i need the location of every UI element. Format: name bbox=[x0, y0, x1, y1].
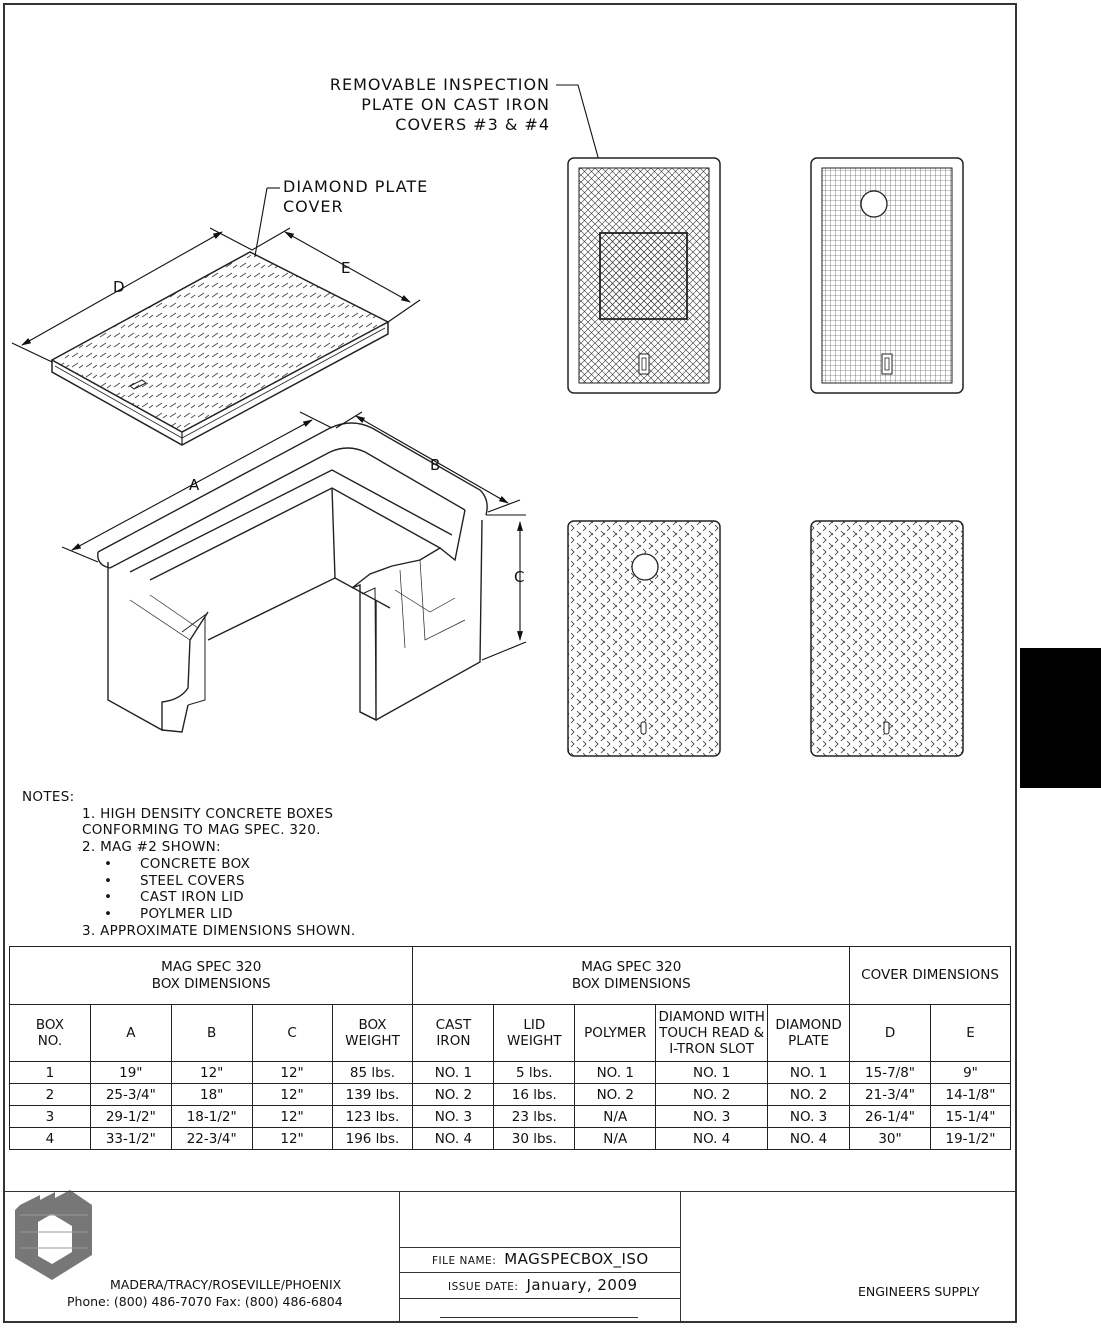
group-header-box-dimensions: MAG SPEC 320 BOX DIMENSIONS bbox=[10, 947, 413, 1005]
company-locations: MADERA/TRACY/ROSEVILLE/PHOENIX bbox=[110, 1277, 342, 1292]
table-cell: NO. 1 bbox=[413, 1062, 494, 1084]
note-2-bullet: • CONCRETE BOX bbox=[22, 856, 355, 873]
title-block-rule bbox=[399, 1247, 680, 1248]
table-cell: 22-3/4" bbox=[171, 1128, 252, 1150]
issue-date-value: January, 2009 bbox=[526, 1276, 638, 1294]
table-cell: NO. 3 bbox=[768, 1106, 850, 1128]
table-cell: 12" bbox=[171, 1062, 252, 1084]
iso-concrete-box bbox=[98, 423, 487, 732]
issue-date-label: ISSUE DATE: bbox=[448, 1281, 519, 1293]
dimension-c bbox=[482, 515, 526, 660]
notes-block bbox=[22, 789, 355, 939]
col-header-lid-weight: LID WEIGHT bbox=[494, 1005, 575, 1062]
table-cell: 12" bbox=[252, 1128, 332, 1150]
callout-inspection-plate: REMOVABLE INSPECTION PLATE ON CAST IRON COVERS #3 & #4 bbox=[329, 75, 550, 134]
table-cell: 23 lbs. bbox=[494, 1106, 575, 1128]
table-row bbox=[10, 1062, 1011, 1084]
table-cell: 18-1/2" bbox=[171, 1106, 252, 1128]
iso-diamond-plate-cover bbox=[52, 252, 388, 445]
col-header-a: A bbox=[90, 1005, 171, 1062]
dim-label-b: B bbox=[430, 456, 441, 474]
note-2-bullet: • CAST IRON LID bbox=[22, 889, 355, 906]
table-cell: NO. 4 bbox=[656, 1128, 768, 1150]
table-cell: 12" bbox=[252, 1106, 332, 1128]
note-3: 3. APPROXIMATE DIMENSIONS SHOWN. bbox=[82, 922, 356, 939]
issue-date-row bbox=[448, 1276, 638, 1294]
table-cell: 123 lbs. bbox=[332, 1106, 413, 1128]
company-phone: Phone: (800) 486-7070 Fax: (800) 486-6804 bbox=[67, 1294, 343, 1309]
table-cell: NO. 4 bbox=[768, 1128, 850, 1150]
title-block-divider bbox=[680, 1192, 681, 1323]
table-cell: 12" bbox=[252, 1084, 332, 1106]
table-cell: NO. 3 bbox=[413, 1106, 494, 1128]
col-header-box-no: BOX NO. bbox=[10, 1005, 91, 1062]
title-block-rule bbox=[399, 1298, 680, 1299]
table-cell: 2 bbox=[10, 1084, 91, 1106]
cover-diamond-with-hole bbox=[568, 521, 720, 756]
note-1-line-2: CONFORMING TO MAG SPEC. 320. bbox=[82, 822, 321, 839]
table-cell: NO. 2 bbox=[768, 1084, 850, 1106]
group-header-box-dimensions-2: MAG SPEC 320 BOX DIMENSIONS bbox=[413, 947, 850, 1005]
table-cell: N/A bbox=[575, 1128, 656, 1150]
group-header-cover-dimensions: COVER DIMENSIONS bbox=[850, 947, 1011, 1005]
file-name-row bbox=[432, 1250, 649, 1268]
table-cell: 19-1/2" bbox=[930, 1128, 1010, 1150]
cover-diamond-plate bbox=[811, 521, 963, 756]
table-cell: 15-7/8" bbox=[850, 1062, 931, 1084]
cover-grid-with-hole bbox=[811, 158, 963, 393]
table-cell: NO. 2 bbox=[575, 1084, 656, 1106]
table-cell: 139 lbs. bbox=[332, 1084, 413, 1106]
title-block-rule bbox=[399, 1272, 680, 1273]
table-cell: 14-1/8" bbox=[930, 1084, 1010, 1106]
file-name-value: MAGSPECBOX_ISO bbox=[504, 1250, 649, 1268]
table-cell: 15-1/4" bbox=[930, 1106, 1010, 1128]
table-cell: 33-1/2" bbox=[90, 1128, 171, 1150]
table-cell: NO. 1 bbox=[768, 1062, 850, 1084]
title-block-divider bbox=[399, 1192, 400, 1323]
note-2: 2. MAG #2 SHOWN: bbox=[82, 839, 221, 856]
cover-cast-iron-inspection bbox=[568, 158, 720, 393]
table-cell: 5 lbs. bbox=[494, 1062, 575, 1084]
table-cell: 19" bbox=[90, 1062, 171, 1084]
title-block-top-rule bbox=[3, 1191, 1017, 1192]
table-cell: 30" bbox=[850, 1128, 931, 1150]
spec-table bbox=[9, 946, 1011, 1150]
table-cell: 1 bbox=[10, 1062, 91, 1084]
table-cell: 29-1/2" bbox=[90, 1106, 171, 1128]
col-header-b: B bbox=[171, 1005, 252, 1062]
col-header-polymer: POLYMER bbox=[575, 1005, 656, 1062]
table-cell: NO. 4 bbox=[413, 1128, 494, 1150]
table-cell: 9" bbox=[930, 1062, 1010, 1084]
dim-label-d: D bbox=[113, 278, 125, 296]
col-header-d: D bbox=[850, 1005, 931, 1062]
table-cell: NO. 2 bbox=[413, 1084, 494, 1106]
table-cell: 30 lbs. bbox=[494, 1128, 575, 1150]
note-2-bullet: • STEEL COVERS bbox=[22, 873, 355, 890]
dim-label-c: C bbox=[514, 568, 525, 586]
table-cell: 4 bbox=[10, 1128, 91, 1150]
company-logo bbox=[15, 1190, 92, 1280]
table-cell: N/A bbox=[575, 1106, 656, 1128]
table-cell: NO. 1 bbox=[575, 1062, 656, 1084]
signature-line bbox=[440, 1317, 638, 1318]
table-cell: 16 lbs. bbox=[494, 1084, 575, 1106]
col-header-diamond-touch: DIAMOND WITH TOUCH READ & I-TRON SLOT bbox=[656, 1005, 768, 1062]
file-name-label: FILE NAME: bbox=[432, 1255, 497, 1267]
dim-label-e: E bbox=[341, 259, 351, 277]
col-header-e: E bbox=[930, 1005, 1010, 1062]
table-cell: 85 lbs. bbox=[332, 1062, 413, 1084]
table-row bbox=[10, 1128, 1011, 1150]
col-header-c: C bbox=[252, 1005, 332, 1062]
table-row bbox=[10, 1106, 1011, 1128]
table-cell: 12" bbox=[252, 1062, 332, 1084]
col-header-diamond-plate: DIAMOND PLATE bbox=[768, 1005, 850, 1062]
company-name: ENGINEERS SUPPLY bbox=[858, 1284, 980, 1299]
table-cell: NO. 1 bbox=[656, 1062, 768, 1084]
table-cell: 26-1/4" bbox=[850, 1106, 931, 1128]
table-cell: NO. 3 bbox=[656, 1106, 768, 1128]
table-cell: 3 bbox=[10, 1106, 91, 1128]
dim-label-a: A bbox=[189, 476, 200, 494]
callout-diamond-plate-cover: DIAMOND PLATE COVER bbox=[283, 177, 429, 216]
table-cell: 25-3/4" bbox=[90, 1084, 171, 1106]
note-1-line-1: 1. HIGH DENSITY CONCRETE BOXES bbox=[82, 805, 334, 822]
table-cell: 18" bbox=[171, 1084, 252, 1106]
col-header-cast-iron: CAST IRON bbox=[413, 1005, 494, 1062]
table-cell: 196 lbs. bbox=[332, 1128, 413, 1150]
table-row bbox=[10, 1084, 1011, 1106]
table-cell: 21-3/4" bbox=[850, 1084, 931, 1106]
table-cell: NO. 2 bbox=[656, 1084, 768, 1106]
dimension-b bbox=[336, 412, 520, 512]
col-header-box-weight: BOX WEIGHT bbox=[332, 1005, 413, 1062]
note-2-bullet: • POYLMER LID bbox=[22, 906, 355, 923]
notes-heading: NOTES: bbox=[22, 789, 75, 805]
